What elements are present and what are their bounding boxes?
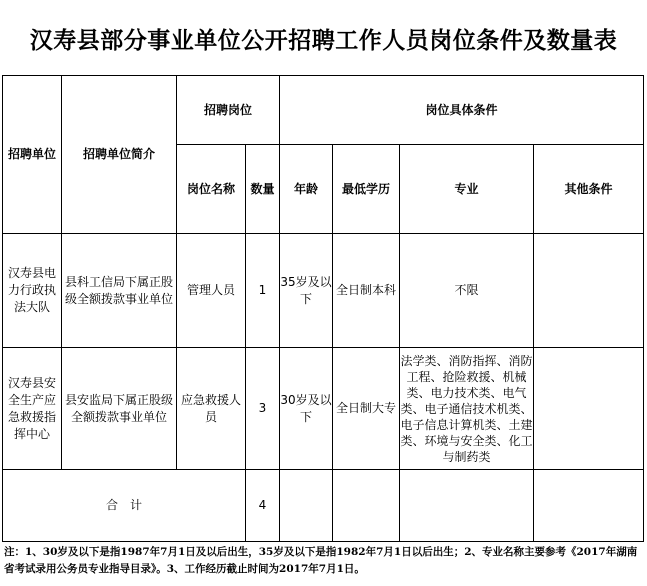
row-major: 法学类、消防指挥、消防工程、抢险救援、机械类、电力技术类、电气类、电子通信技术机类、电子信息计算机类、土建类、环境与安全类、化工与制药类 xyxy=(400,348,534,470)
table-row xyxy=(3,348,644,470)
header-count: 数量 xyxy=(246,145,280,234)
table-row xyxy=(3,234,644,348)
total-age-empty xyxy=(280,470,333,542)
footnote: 注：1、30岁及以下是指1987年7月1日及以后出生，35岁及以下是指1982年7月1日以后出生；2、专业名称主要参考《2017年湖南省考试录用公务员专业指导目录》。3、工作经历截止时间为2017年7月1日。 xyxy=(4,546,638,575)
row-other xyxy=(534,348,644,470)
total-education-empty xyxy=(333,470,400,542)
total-label: 合 计 xyxy=(3,470,246,542)
header-unit: 招聘单位 xyxy=(3,76,62,234)
row-education: 全日制本科 xyxy=(333,234,400,348)
header-major: 专业 xyxy=(400,145,534,234)
header-post-group: 招聘岗位 xyxy=(177,76,280,145)
row-unit: 汉寿县安全生产应急救援指挥中心 xyxy=(3,348,62,470)
row-count: 1 xyxy=(246,234,280,348)
row-other xyxy=(534,234,644,348)
page-title: 汉寿县部分事业单位公开招聘工作人员岗位条件及数量表 xyxy=(29,27,618,54)
total-major-empty xyxy=(400,470,534,542)
row-education: 全日制大专 xyxy=(333,348,400,470)
row-count: 3 xyxy=(246,348,280,470)
header-post-name: 岗位名称 xyxy=(177,145,246,234)
total-row xyxy=(3,470,644,542)
row-major: 不限 xyxy=(400,234,534,348)
total-count: 4 xyxy=(246,470,280,542)
row-post-name: 应急救援人员 xyxy=(177,348,246,470)
header-conditions-group: 岗位具体条件 xyxy=(280,76,644,145)
header-age: 年龄 xyxy=(280,145,333,234)
row-unit: 汉寿县电力行政执法大队 xyxy=(3,234,62,348)
total-other-empty xyxy=(534,470,644,542)
header-intro: 招聘单位简介 xyxy=(62,76,177,234)
row-intro: 县科工信局下属正股级全额拨款事业单位 xyxy=(62,234,177,348)
header-education: 最低学历 xyxy=(333,145,400,234)
row-age: 35岁及以下 xyxy=(280,234,333,348)
recruitment-table xyxy=(2,75,644,542)
header-row-1 xyxy=(3,76,644,145)
row-post-name: 管理人员 xyxy=(177,234,246,348)
row-intro: 县安监局下属正股级全额拨款事业单位 xyxy=(62,348,177,470)
header-other: 其他条件 xyxy=(534,145,644,234)
row-age: 30岁及以下 xyxy=(280,348,333,470)
